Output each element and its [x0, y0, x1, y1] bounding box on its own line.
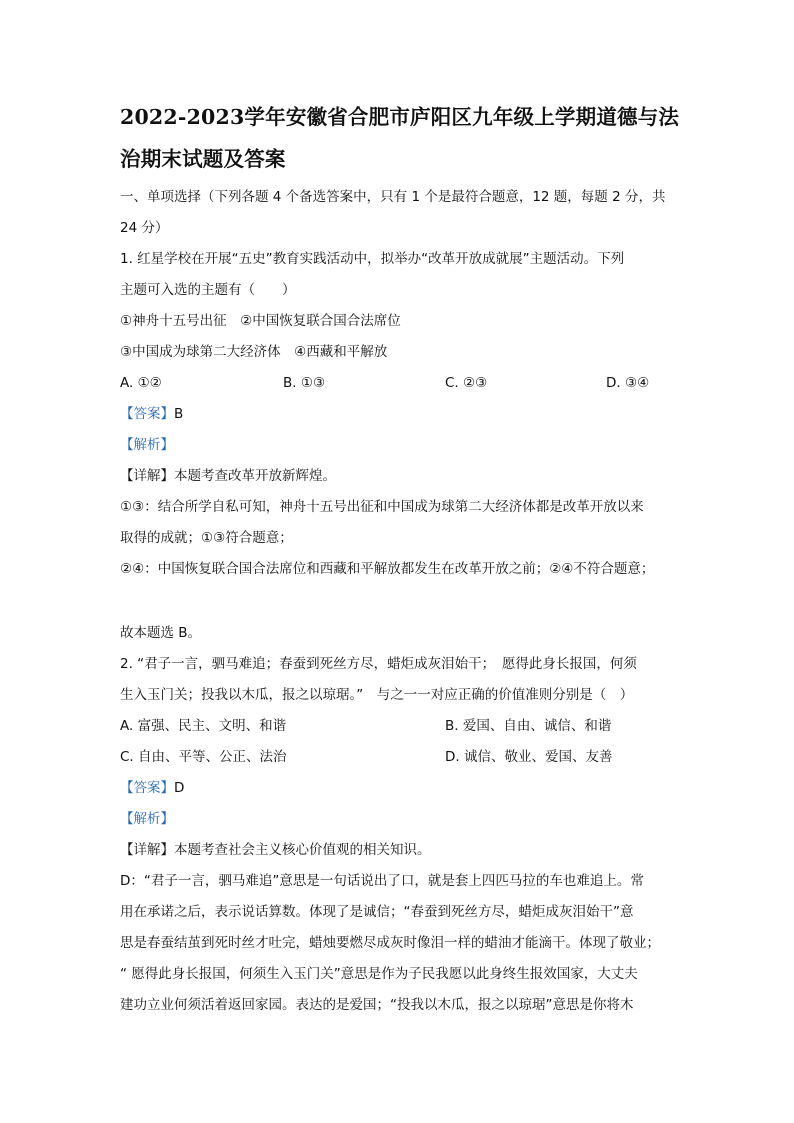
- q2-answer: [120, 779, 184, 797]
- section-heading-line-2: 24 分）: [120, 220, 169, 236]
- q1-stem-line-1: 1. 红星学校在开展“五史”教育实践活动中，拟举办“改革开放成就展”主题活动。下列: [120, 251, 625, 267]
- q2-answer-value: D: [174, 780, 185, 796]
- q2-detail-tag: 【详解】: [120, 842, 174, 858]
- q2-option-a: A. 富强、民主、文明、和谐: [120, 718, 287, 734]
- q2-explanation-line-1: D：“君子一言，驷马难追”意思是一句话说出了口，就是套上四匹马拉的车也难追上。常: [120, 873, 644, 889]
- q2-analysis-tag: 【解析】: [120, 811, 174, 827]
- q2-explanation-line-5: 建功立业何须活着返回家园。表达的是爱国；“投我以木瓜，报之以琼琚”意思是你将木: [120, 997, 634, 1013]
- q2-explanation-line-3: 思是春蚕结茧到死时丝才吐完，蜡烛要燃尽成灰时像泪一样的蜡油才能滴干。体现了敬业；: [120, 935, 660, 951]
- q1-item-line-2: ③中国成为球第二大经济体 ④西藏和平解放: [120, 344, 388, 360]
- q1-option-a: A. ①②: [120, 375, 162, 391]
- q1-analysis-tag: 【解析】: [120, 437, 174, 453]
- section-heading-line-1: 一、单项选择（下列各题 4 个备选答案中，只有 1 个是最符合题意，12 题，每题 2 分，共: [120, 189, 666, 205]
- q2-stem-line-1: 2. “君子一言，驷马难追；春蚕到死丝方尽，蜡炬成灰泪始干； 愿得此身长报国，何须: [120, 656, 637, 672]
- q2-option-c: C. 自由、平等、公正、法治: [120, 749, 287, 765]
- document-title-line-2: 治期末试题及答案: [120, 147, 286, 171]
- q1-item-line-1: ①神舟十五号出征 ②中国恢复联合国合法席位: [120, 313, 401, 329]
- q1-conclusion: 故本题选 B。: [120, 625, 202, 641]
- q2-detail-text: 本题考查社会主义核心价值观的相关知识。: [174, 842, 431, 858]
- q1-option-c: C. ②③: [445, 375, 488, 391]
- q1-detail-tag: 【详解】: [120, 468, 174, 484]
- document-title-line-1: 2022-2023学年安徽省合肥市庐阳区九年级上学期道德与法: [120, 105, 680, 129]
- q2-detail: [120, 841, 431, 859]
- q1-stem-line-2: 主题可入选的主题有（ ）: [120, 282, 296, 298]
- q2-option-d: D. 诚信、敬业、爱国、友善: [445, 749, 613, 765]
- q2-explanation-line-2: 用在承诺之后，表示说话算数。体现了是诚信；“春蚕到死丝方尽，蜡炬成灰泪始干”意: [120, 904, 634, 920]
- q2-explanation-line-4: “ 愿得此身长报国，何须生入玉门关”意思是作为子民我愿以此身终生报效国家，大丈夫: [120, 966, 638, 982]
- q1-explanation-line-3: ②④：中国恢复联合国合法席位和西藏和平解放都发生在改革开放之前；②④不符合题意；: [120, 561, 655, 577]
- q1-explanation-line-2: 取得的成就；①③符合题意；: [120, 530, 293, 546]
- q1-option-b: B. ①③: [283, 375, 326, 391]
- q1-answer: [120, 405, 183, 423]
- q1-option-d: D. ③④: [606, 375, 650, 391]
- q2-option-b: B. 爱国、自由、诚信、和谐: [445, 718, 612, 734]
- q1-detail: [120, 467, 336, 485]
- q1-answer-value: B: [174, 406, 184, 422]
- q2-answer-tag: 【答案】: [120, 780, 174, 796]
- q1-detail-text: 本题考查改革开放新辉煌。: [174, 468, 336, 484]
- q1-answer-tag: 【答案】: [120, 406, 174, 422]
- q1-explanation-line-1: ①③：结合所学自私可知，神舟十五号出征和中国成为球第二大经济体都是改革开放以来: [120, 499, 644, 515]
- q2-stem-line-2: 生入玉门关；投我以木瓜，报之以琼琚。” 与之一一对应正确的价值准则分别是（ ）: [120, 687, 634, 703]
